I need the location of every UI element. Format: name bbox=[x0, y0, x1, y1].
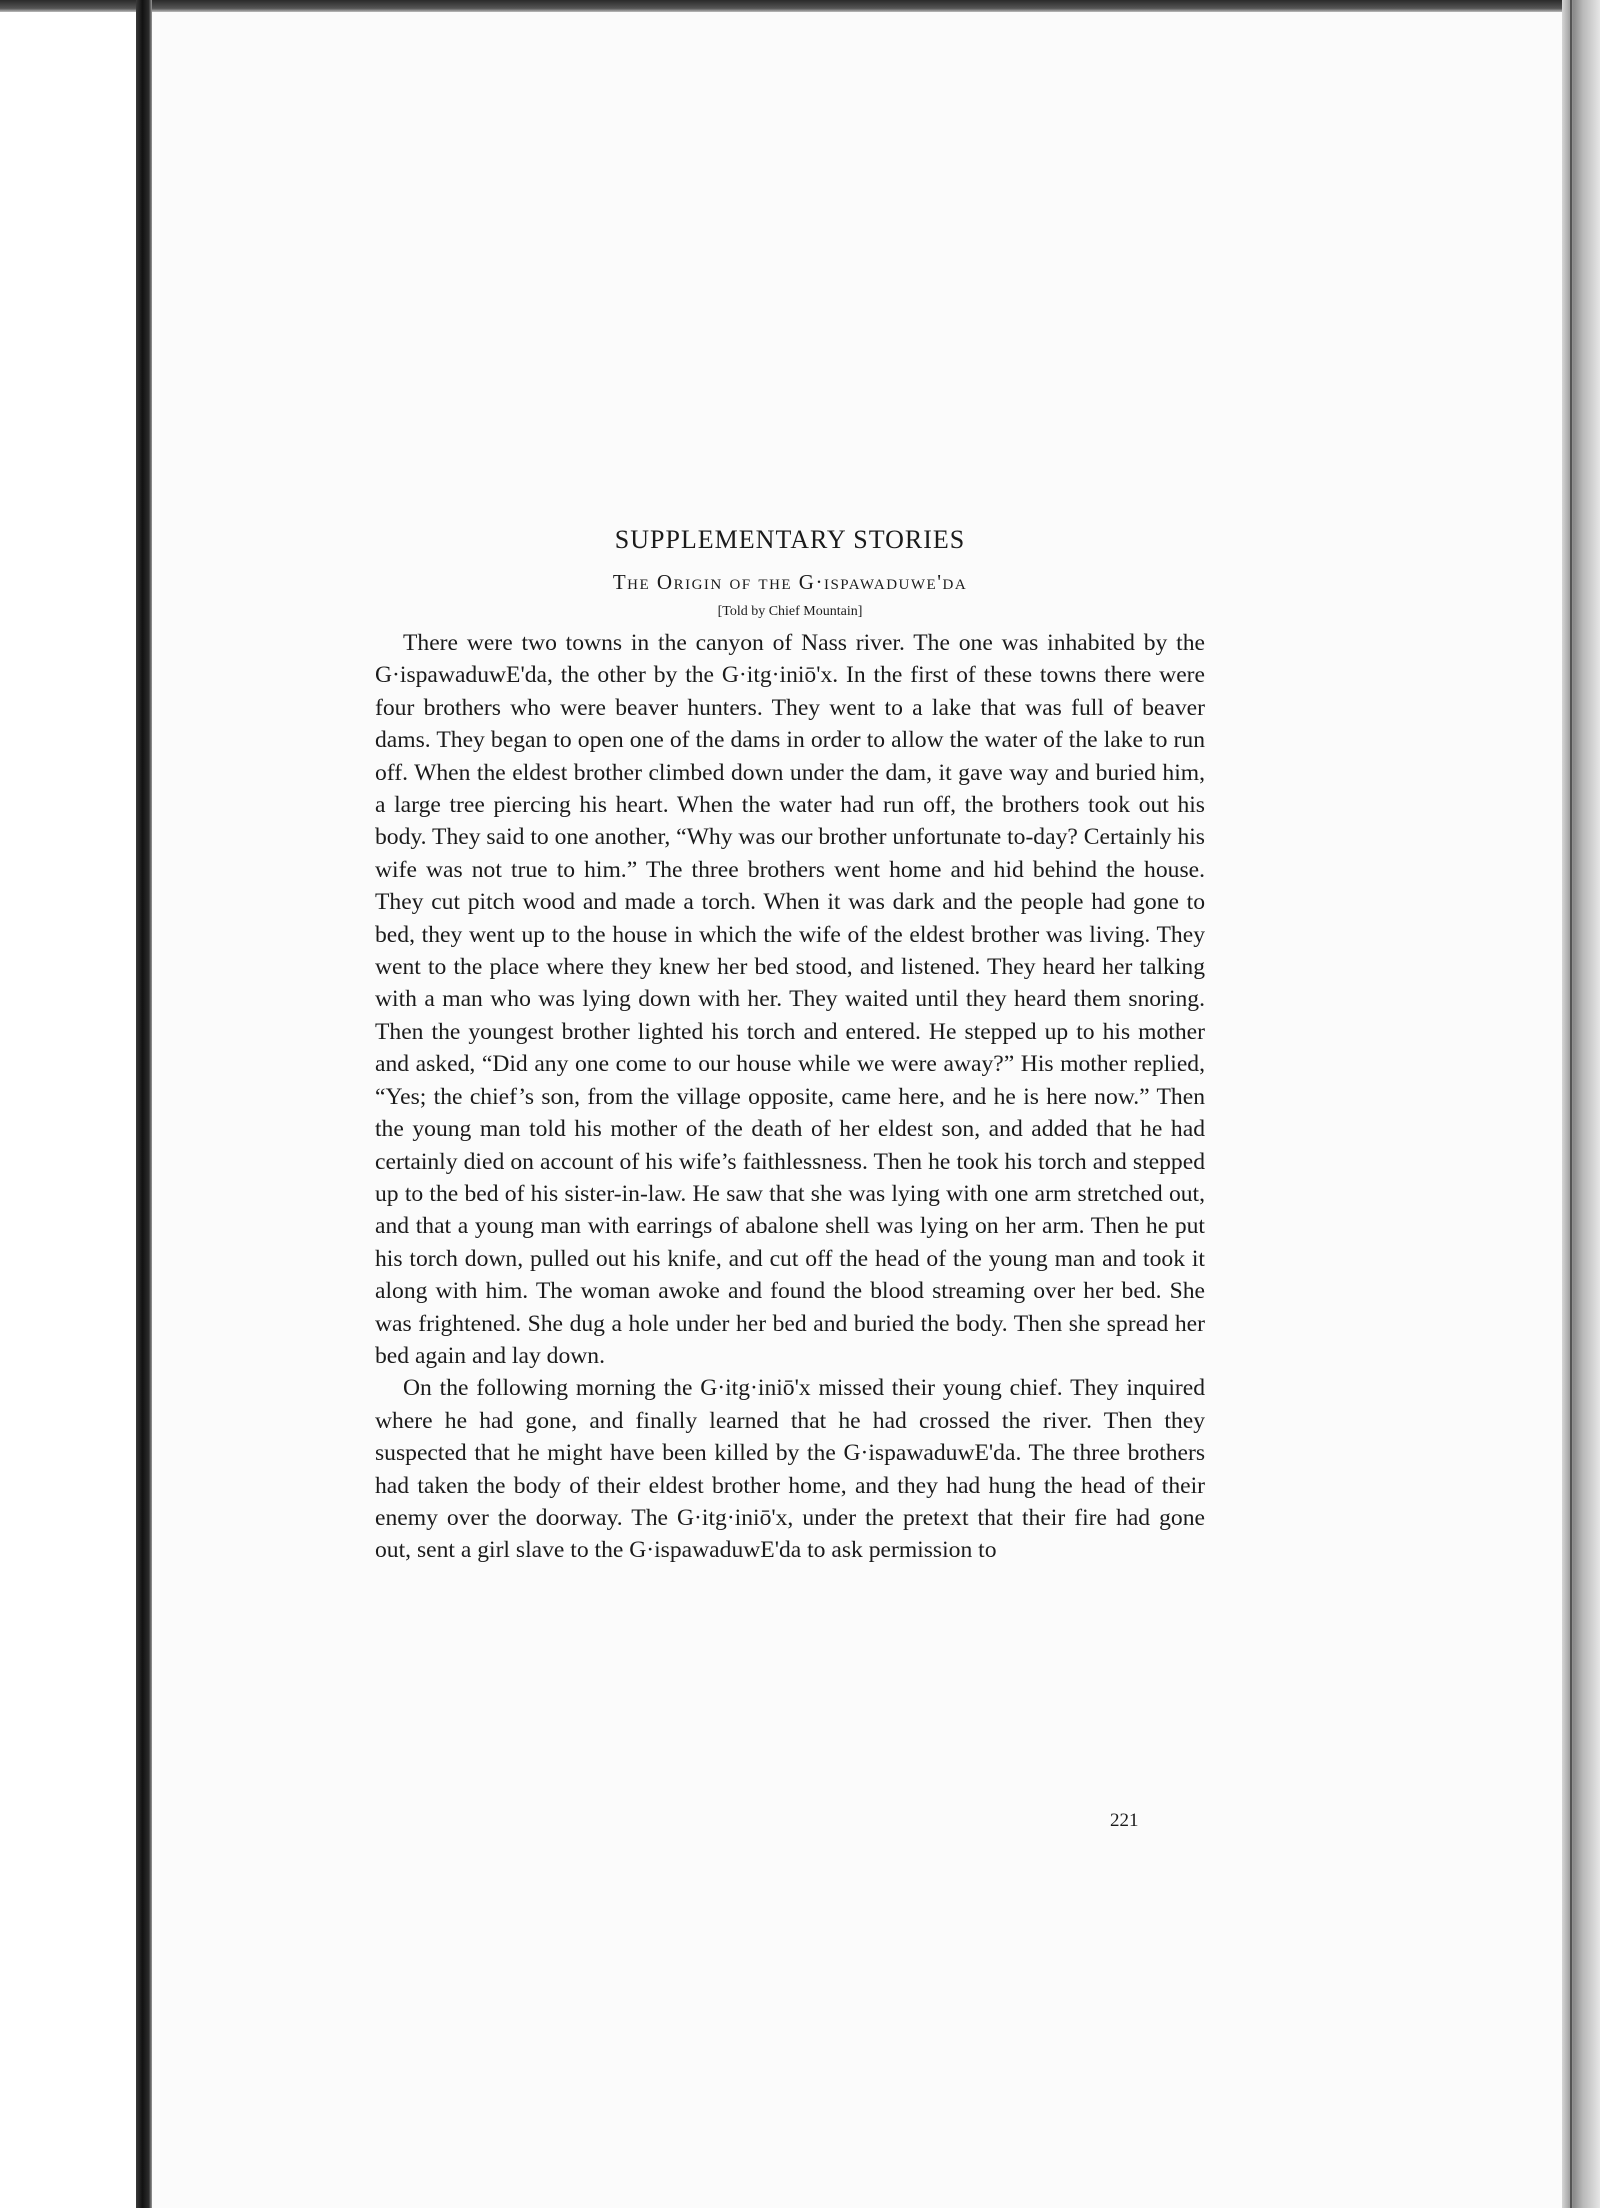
paragraph-1: There were two towns in the canyon of Nass river. The one was inhabited by the G·ispawaduwE'da, the other by the G·itg·iniō'x. In the first of these towns there were four brothers who were beaver hunters. They went to a lake that was full of beaver dams. They began to open one of the dams in order to allow the water of the lake to run off. When the eldest brother climbed down under the dam, it gave way and buried him, a large tree piercing his heart. When the water had run off, the brothers took out his body. They said to one another, “Why was our brother unfortunate to-day? Certainly his wife was not true to him.” The three brothers went home and hid behind the house. They cut pitch wood and made a torch. When it was dark and the people had gone to bed, they went up to the house in which the wife of the eldest brother was living. They went to the place where they knew her bed stood, and listened. They heard her talking with a man who was lying down with her. They waited until they heard them snoring. Then the youngest brother lighted his torch and entered. He stepped up to his mother and asked, “Did any one come to our house while we were away?” His mother replied, “Yes; the chief’s son, from the village opposite, came here, and he is here now.” Then the young man told his mother of the death of her eldest son, and added that he had certainly died on account of his wife’s faithlessness. Then he took his torch and stepped up to the bed of his sister-in-law. He saw that she was lying with one arm stretched out, and that a young man with earrings of abalone shell was lying on her arm. Then he put his torch down, pulled out his knife, and cut off the head of the young man and took it along with him. The woman awoke and found the blood streaming over her bed. She was frightened. She dug a hole under her bed and buried the body. Then she spread her bed again and lay down. bbox=[375, 630, 1205, 1369]
page-edge-line bbox=[1570, 0, 1572, 2208]
scan-left-margin bbox=[0, 12, 136, 2208]
page-stack-edge bbox=[1562, 0, 1600, 2208]
scan-top-edge bbox=[0, 0, 1600, 12]
section-heading: SUPPLEMENTARY STORIES bbox=[614, 525, 966, 554]
book-spine bbox=[136, 0, 152, 2208]
page-number: 221 bbox=[1110, 1810, 1139, 1831]
story-title: The Origin of the G·ispawaduwe'da bbox=[612, 570, 968, 594]
paragraph-2: On the following morning the G·itg·iniō'x missed their young chief. They inquired where he had gone, and finally learned that he had crossed the river. Then they suspected that he might have been killed by the G·ispawaduwE'da. The three brothers had taken the body of their eldest brother home, and they had hung the head of their enemy over the doorway. The G·itg·iniō'x, under the pretext that their fire had gone out, sent a girl slave to the G·ispawaduwE'da to ask permission to bbox=[375, 1375, 1205, 1564]
attribution: [Told by Chief Mountain] bbox=[717, 604, 863, 619]
text-block bbox=[375, 515, 1205, 1567]
